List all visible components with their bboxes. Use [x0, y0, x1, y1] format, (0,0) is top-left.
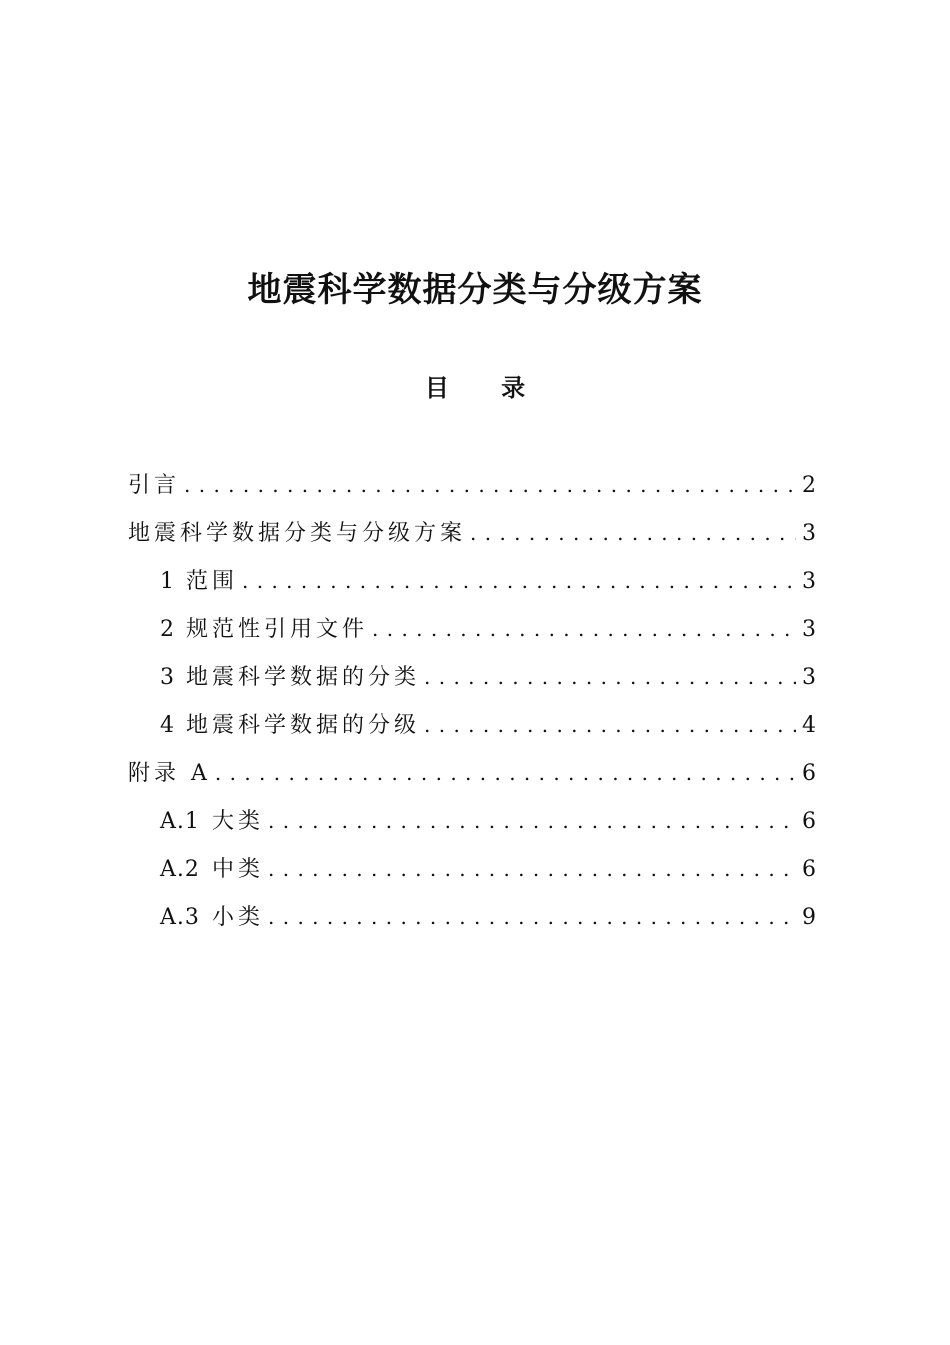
toc-entry-introduction[interactable] — [128, 461, 816, 509]
toc-entry-label: 范围 — [186, 569, 239, 594]
toc-leader-dots — [268, 797, 796, 845]
toc-section-number: A.3 — [160, 905, 200, 930]
toc-entry-label: 小类 — [212, 905, 265, 930]
toc-page-number: 3 — [802, 569, 816, 594]
toc-leader-dots — [184, 461, 796, 509]
document-title: 地震科学数据分类与分级方案 — [247, 270, 703, 310]
toc-section-number: 2 — [160, 617, 175, 642]
toc-entry-grading[interactable] — [128, 701, 816, 749]
toc-leader-dots — [372, 605, 796, 653]
toc-leader-dots — [242, 557, 796, 605]
toc-entry-label: 附录 A — [128, 761, 211, 786]
toc-entry-normative-references[interactable] — [128, 605, 816, 653]
toc-entry-appendix-a[interactable] — [128, 749, 816, 797]
toc-page-number: 3 — [802, 617, 816, 642]
toc-page-number: 6 — [802, 857, 816, 882]
toc-page-number: 2 — [802, 473, 816, 498]
toc-entry-label: 中类 — [212, 857, 265, 882]
toc-entry-label: 地震科学数据的分类 — [186, 665, 421, 690]
toc-entry-scope[interactable] — [128, 557, 816, 605]
toc-entry-label: 地震科学数据分类与分级方案 — [128, 521, 467, 546]
toc-leader-dots — [424, 701, 796, 749]
toc-leader-dots — [470, 509, 796, 557]
table-of-contents — [128, 461, 816, 941]
toc-entry-label: 引言 — [128, 473, 181, 498]
toc-section-number: 1 — [160, 569, 175, 594]
toc-entry-major-category[interactable] — [128, 797, 816, 845]
toc-entry-classification[interactable] — [128, 653, 816, 701]
toc-leader-dots — [268, 893, 796, 941]
toc-leader-dots — [424, 653, 796, 701]
toc-leader-dots — [268, 845, 796, 893]
toc-page-number: 3 — [802, 521, 816, 546]
toc-entry-label: 大类 — [212, 809, 265, 834]
toc-entry-main-scheme[interactable] — [128, 509, 816, 557]
toc-leader-dots — [215, 749, 796, 797]
toc-page-number: 6 — [802, 761, 816, 786]
toc-section-number: A.1 — [160, 809, 200, 834]
toc-entry-label: 规范性引用文件 — [186, 617, 369, 642]
toc-page-number: 4 — [802, 713, 816, 738]
toc-section-number: 4 — [160, 713, 175, 738]
toc-entry-middle-category[interactable] — [128, 845, 816, 893]
toc-page-number: 9 — [802, 905, 816, 930]
toc-entry-label: 地震科学数据的分级 — [186, 713, 421, 738]
toc-page-number: 6 — [802, 809, 816, 834]
toc-entry-minor-category[interactable] — [128, 893, 816, 941]
toc-section-number: A.2 — [160, 857, 200, 882]
toc-section-number: 3 — [160, 665, 175, 690]
toc-heading: 目 录 — [424, 373, 548, 402]
toc-page-number: 3 — [802, 665, 816, 690]
